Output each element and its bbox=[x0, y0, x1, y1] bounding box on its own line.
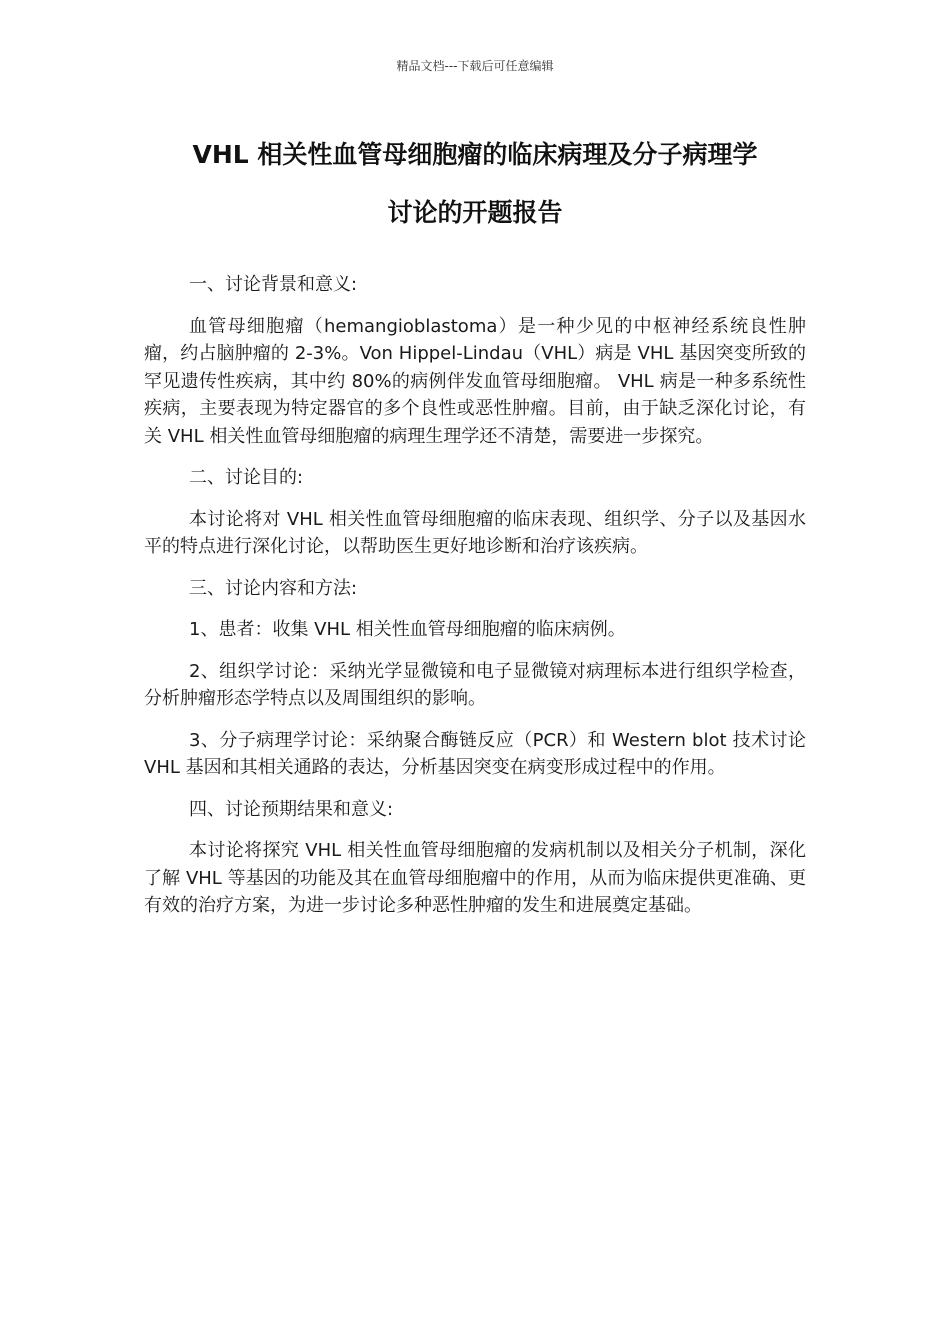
section-heading-purpose: 二、讨论目的: bbox=[189, 467, 304, 488]
paragraph-method-patients: 1、患者：收集 VHL 相关性血管母细胞瘤的临床病例。 bbox=[189, 619, 626, 640]
document-body bbox=[144, 271, 806, 920]
document-title-line-1: VHL 相关性血管母细胞瘤的临床病理及分子病理学 bbox=[192, 140, 758, 169]
section-heading-background: 一、讨论背景和意义: bbox=[189, 274, 358, 295]
paragraph-method-molecular: 3、分子病理学讨论：采纳聚合酶链反应（PCR）和 Western blot 技术讨论 VHL 基因和其相关通路的表达，分析基因突变在病变形成过程中的作用。 bbox=[144, 729, 806, 778]
header-note: 精品文档---下载后可任意编辑 bbox=[396, 59, 554, 73]
section-heading-content-methods: 三、讨论内容和方法: bbox=[189, 577, 358, 599]
document-title-line-2: 讨论的开题报告 bbox=[387, 198, 563, 227]
paragraph-background: 血管母细胞瘤（hemangioblastoma）是一种少见的中枢神经系统良性肿瘤，约占脑肿瘤的 2-3%。Von Hippel-Lindau（VHL）病是 VHL 基因突变所致的罕见遗传性疾病，其中约 80%的病例伴发血管母细胞瘤。 VHL 病是一种多系统性疾病，主要表现为特定器官的多个良性或恶性肿瘤。目前，由于缺乏深化讨论，有关 VHL 相关性血管母细胞瘤的病理生理学还不清楚，需要进一步探究。 bbox=[144, 315, 806, 447]
paragraph-expected-results: 本讨论将探究 VHL 相关性血管母细胞瘤的发病机制以及相关分子机制，深化了解 VHL 等基因的功能及其在血管母细胞瘤中的作用，从而为临床提供更准确、更有效的治疗方案，为进一步讨论多种恶性肿瘤的发生和进展奠定基础。 bbox=[144, 840, 806, 916]
section-heading-expected-results: 四、讨论预期结果和意义: bbox=[189, 798, 394, 820]
paragraph-purpose: 本讨论将对 VHL 相关性血管母细胞瘤的临床表现、组织学、分子以及基因水平的特点进行深化讨论，以帮助医生更好地诊断和治疗该疾病。 bbox=[144, 508, 806, 557]
paragraph-method-histology: 2、组织学讨论：采纳光学显微镜和电子显微镜对病理标本进行组织学检查，分析肿瘤形态学特点以及周围组织的影响。 bbox=[144, 660, 806, 709]
